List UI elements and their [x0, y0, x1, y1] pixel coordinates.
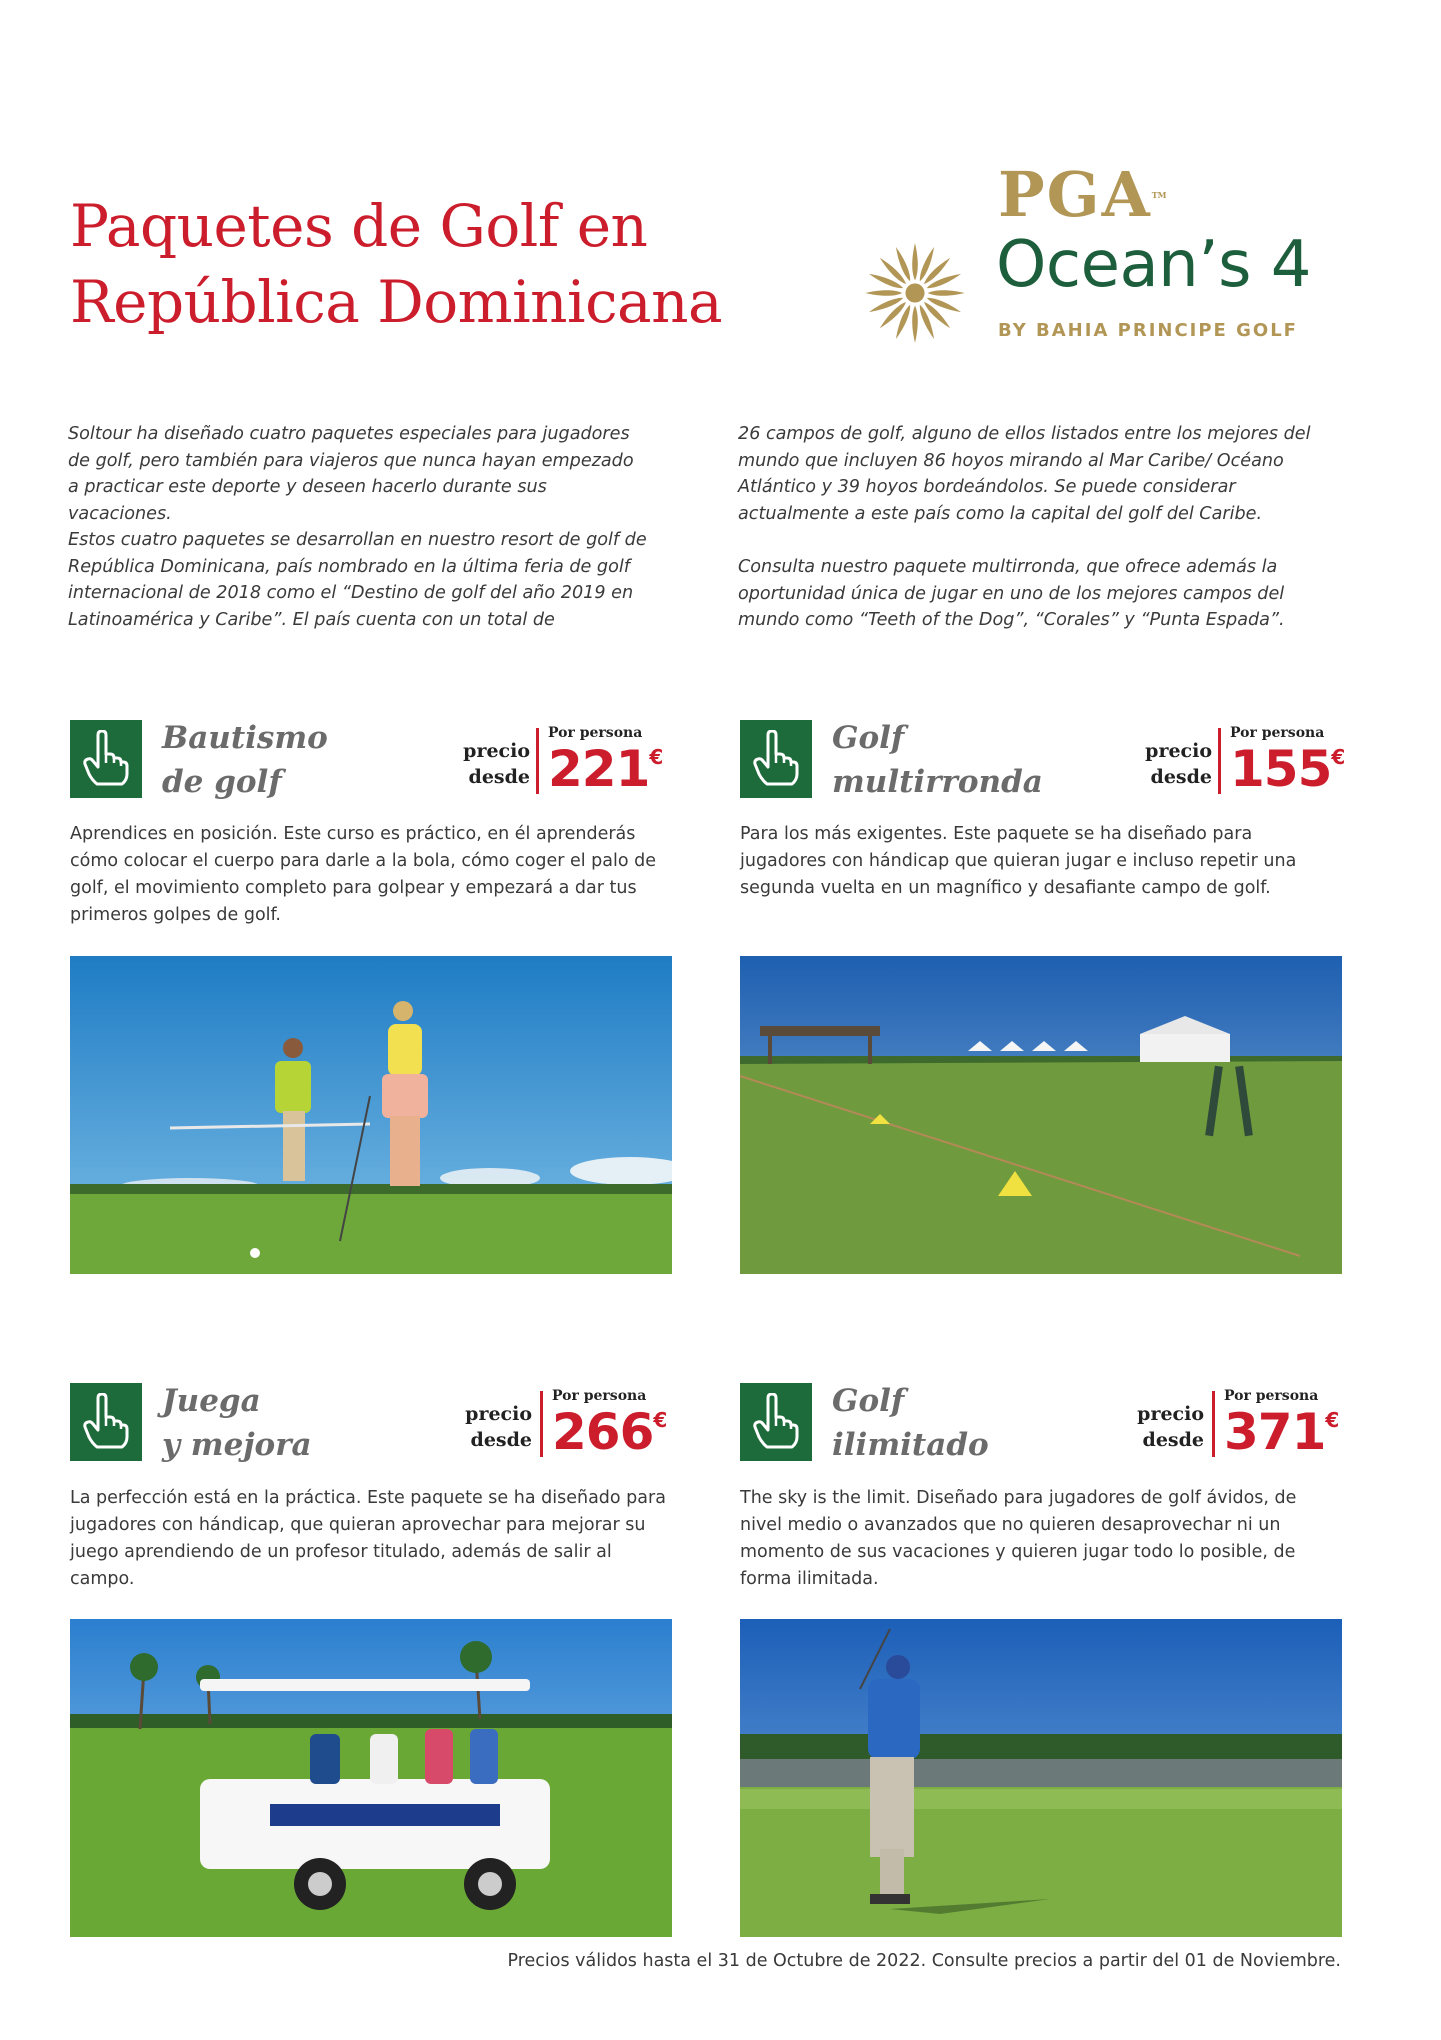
price-amount: 155€ [1230, 740, 1345, 798]
price-divider [1218, 728, 1221, 794]
page-title [70, 188, 722, 340]
package-name: Juega y mejora [162, 1383, 312, 1463]
package-name: Golf multirronda [832, 720, 1043, 800]
intro-right-p2: Consulta nuestro paquete multirronda, que ofrece además la oportunidad única de jugar en uno de los mejores campos del mundo como “Teeth of the Dog”, “Corales” y “Punta Espada”. [738, 557, 1285, 630]
precio-desde-label: precio desde [1137, 1403, 1204, 1451]
precio-desde-label: precio desde [465, 1403, 532, 1451]
precio-desde-label: precio desde [1145, 740, 1212, 788]
page-title-line2: República Dominicana [70, 268, 723, 336]
hand-pointer-icon [70, 1383, 142, 1461]
precio-desde-label: precio desde [463, 740, 530, 788]
por-persona-label: Por persona [1224, 1388, 1319, 1404]
price-amount: 221€ [548, 740, 663, 798]
price-validity-note: Precios válidos hasta el 31 de Octubre de 2022. Consulte precios a partir del 01 de Noviembre. [507, 1951, 1341, 1971]
price-amount: 371€ [1224, 1403, 1339, 1461]
photo-driving-range [740, 956, 1342, 1274]
intro-right-p1: 26 campos de golf, alguno de ellos listados entre los mejores del mundo que incluyen 86 hoyos mirando al Mar Caribe/ Océano Atlántico y 39 hoyos bordeándolos. Se puede considerar actualmente a este país como la capital del golf del Caribe. [738, 424, 1311, 524]
hand-pointer-icon [740, 720, 812, 798]
sun-icon [862, 240, 968, 346]
hand-pointer-icon [70, 720, 142, 798]
price-divider [540, 1391, 543, 1457]
intro-left-p1: Soltour ha diseñado cuatro paquetes especiales para jugadores de golf, pero también para viajeros que nunca hayan empezado a practicar este deporte y deseen hacerlo durante sus vacaciones. [68, 424, 634, 524]
logo-name-text: Ocean’s 4 [996, 228, 1311, 302]
price-block [456, 725, 672, 798]
por-persona-label: Por persona [552, 1388, 647, 1404]
por-persona-label: Por persona [1230, 725, 1325, 741]
photo-golf-cart [70, 1619, 672, 1937]
price-block [456, 1388, 672, 1461]
por-persona-label: Por persona [548, 725, 643, 741]
package-name: Bautismo de golf [162, 720, 328, 800]
price-block [1132, 1388, 1342, 1461]
price-amount: 266€ [552, 1403, 667, 1461]
package-description: Para los más exigentes. Este paquete se ha diseñado para jugadores con hándicap que quieran jugar e incluso repetir una segunda vuelta en un magnífico y desafiante campo de golf. [740, 824, 1297, 898]
package-name: Golf ilimitado [832, 1383, 989, 1463]
price-block [1136, 725, 1345, 798]
price-divider [536, 728, 539, 794]
package-ilimitado-header [740, 1383, 1342, 1473]
logo-pga-text: PGA™ [998, 158, 1167, 231]
intro-left-p2: Estos cuatro paquetes se desarrollan en nuestro resort de golf de República Dominicana, país nombrado en la última feria de golf internacional de 2018 como el “Destino de golf del año 2019 en Latinoamérica y Caribe”. El país cuenta con un total de [68, 530, 647, 630]
pga-oceans4-logo [862, 160, 1312, 350]
logo-subtitle: BY BAHIA PRINCIPE GOLF [998, 320, 1298, 341]
photo-golf-lesson [70, 956, 672, 1274]
page-title-line1: Paquetes de Golf en [70, 192, 648, 260]
price-divider [1212, 1391, 1215, 1457]
package-juega-header [70, 1383, 672, 1473]
package-multirronda-header [740, 720, 1345, 810]
package-description: La perfección está en la práctica. Este paquete se ha diseñado para jugadores con hándicap, que quieran aprovechar para mejorar su juego aprendiendo de un profesor titulado, además de salir al campo. [70, 1488, 666, 1589]
package-description: The sky is the limit. Diseñado para jugadores de golf ávidos, de nivel medio o avanzados que no quieren desaprovechar ni un momento de sus vacaciones y quieren jugar todo lo posible, de forma ilimitada. [740, 1488, 1297, 1589]
package-description: Aprendices en posición. Este curso es práctico, en él aprenderás cómo colocar el cuerpo para darle a la bola, cómo coger el palo de golf, el movimiento completo para golpear y empezará a dar tus primeros golpes de golf. [70, 824, 657, 925]
package-bautismo-header [70, 720, 672, 810]
hand-pointer-icon [740, 1383, 812, 1461]
photo-golfer-swing [740, 1619, 1342, 1937]
